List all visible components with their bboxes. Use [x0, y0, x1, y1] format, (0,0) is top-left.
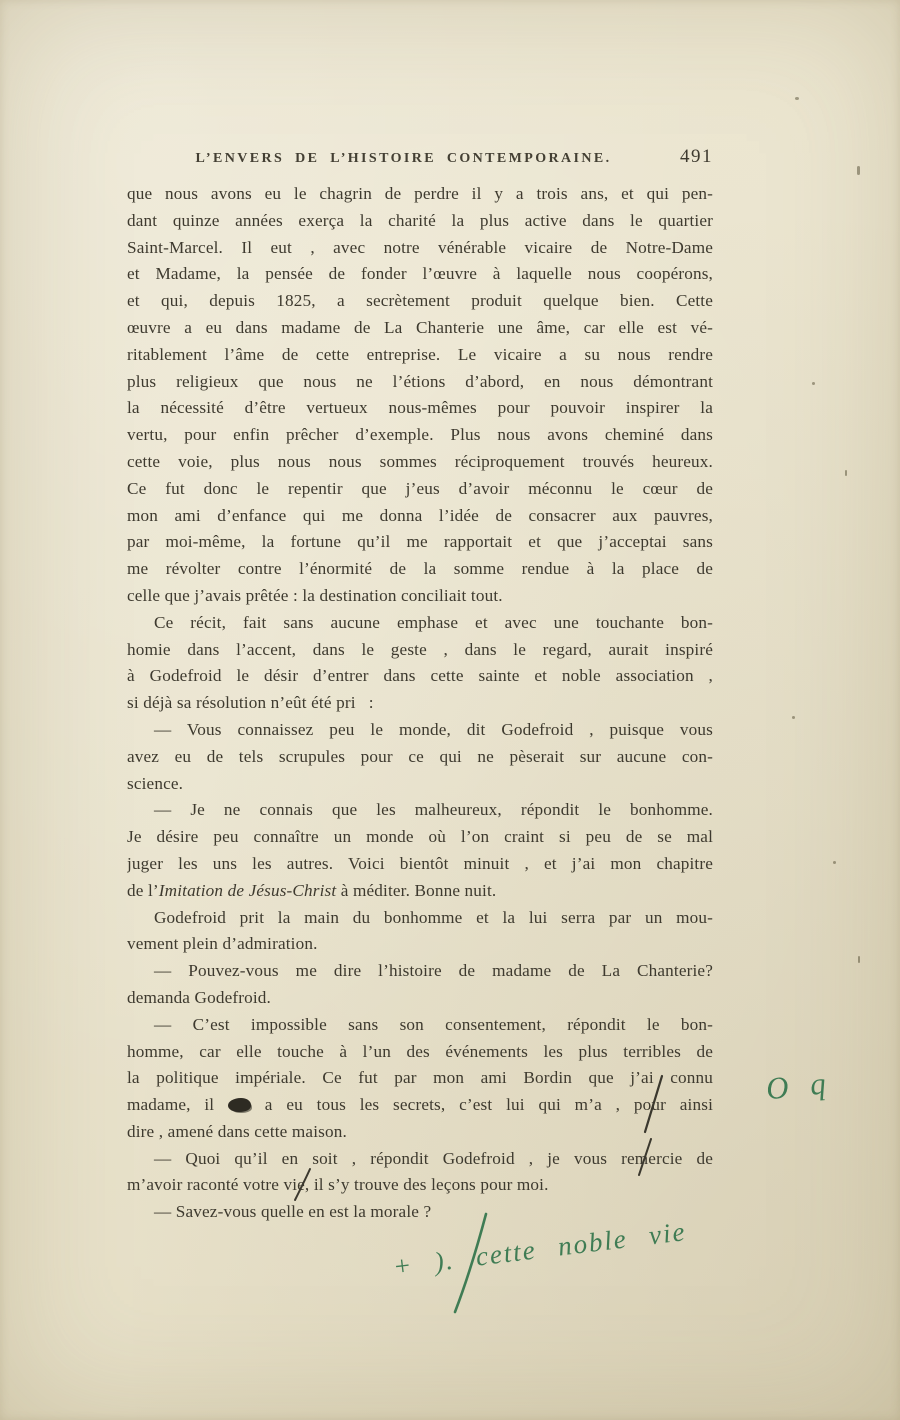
- paper-speck: [795, 97, 799, 100]
- text-line: madame, il a eu tous les secrets, c’est lui qui m’a , pour ainsi: [127, 1095, 713, 1115]
- text-line: plus religieux que nous ne l’étions d’abord, en nous démontrant: [127, 371, 713, 391]
- text-line: et Madame, la pensée de fonder l’œuvre à laquelle nous coopérons,: [127, 264, 713, 284]
- text-line: — Vous connaissez peu le monde, dit Godefroid , puisque vous: [154, 719, 713, 739]
- running-header: [127, 146, 713, 168]
- text-line: dire , amené dans cette maison.: [127, 1121, 347, 1141]
- text-line: — Je ne connais que les malheureux, répondit le bonhomme.: [154, 800, 713, 820]
- text-line: Je désire peu connaître un monde où l’on craint si peu de se mal: [127, 827, 713, 847]
- paper-speck: [792, 716, 795, 719]
- text-line: que nous avons eu le chagrin de perdre il y a trois ans, et qui pen-: [127, 184, 713, 203]
- text-line: de l’Imitation de Jésus-Christ à méditer. Bonne nuit.: [127, 880, 497, 900]
- text-line: par moi-même, la fortune qu’il me rapportait et que j’acceptai sans: [127, 532, 713, 552]
- text-line: la nécessité d’être vertueux nous-mêmes pour pouvoir inspirer la: [127, 398, 713, 418]
- text-line: œuvre a eu dans madame de La Chanterie une âme, car elle est vé-: [127, 317, 713, 337]
- running-title: L’ENVERS DE L’HISTOIRE CONTEMPORAINE.: [195, 151, 612, 166]
- text-line: Godefroid prit la main du bonhomme et la lui serra par un mou-: [154, 907, 713, 927]
- paper-speck: [833, 861, 836, 864]
- text-line: Ce fut donc le repentir que j’eus d’avoir méconnu le cœur de: [127, 478, 713, 498]
- text-line: ritablement l’âme de cette entreprise. Le vicaire a su nous rendre: [127, 344, 713, 364]
- ink-blot: [228, 1098, 251, 1112]
- text-line: celle que j’avais prêtée : la destination conciliait tout.: [127, 585, 503, 605]
- text-line: — Pouvez-vous me dire l’histoire de madame de La Chanterie?: [154, 961, 713, 981]
- paper-speck: [845, 470, 847, 476]
- text-line: Saint-Marcel. Il eut , avec notre vénérable vicaire de Notre-Dame: [127, 237, 713, 257]
- text-line: demanda Godefroid.: [127, 987, 271, 1007]
- text-line: homme, car elle touche à l’un des événements les plus terribles de: [127, 1041, 713, 1061]
- text-line: homie dans l’accent, dans le geste , dans le regard, aurait inspiré: [127, 639, 713, 659]
- paper-speck: [857, 166, 860, 175]
- text-line: vertu, pour enfin prêcher d’exemple. Plus nous avons cheminé dans: [127, 425, 713, 445]
- text-line: me révolter contre l’énormité de la somme rendue à la place de: [127, 559, 713, 579]
- paper-speck: [858, 956, 860, 963]
- text-line: dant quinze années exerça la charité la plus active dans le quartier: [127, 210, 713, 230]
- handwritten-bottom-note: + ). cette noble vie: [391, 1216, 689, 1282]
- text-block: [127, 181, 713, 1226]
- page-number: 491: [680, 146, 713, 167]
- text-line: vement plein d’admiration.: [127, 934, 318, 954]
- text-line: science.: [127, 773, 184, 793]
- paper-speck: [812, 382, 815, 385]
- text-line: m’avoir raconté votre vie, il s’y trouve des leçons pour moi.: [127, 1175, 549, 1195]
- text-line: à Godefroid le désir d’entrer dans cette sainte et noble association ,: [127, 666, 713, 686]
- text-line: la politique impériale. Ce fut par mon ami Bordin que j’ai connu: [127, 1068, 713, 1088]
- text-line: et qui, depuis 1825, a secrètement produit quelque bien. Cette: [127, 291, 713, 311]
- text-line: cette voie, plus nous nous sommes réciproquement trouvés heureux.: [127, 451, 713, 471]
- text-line: mon ami d’enfance qui me donna l’idée de consacrer aux pauvres,: [127, 505, 713, 525]
- handwritten-margin-note: O q: [764, 1064, 835, 1107]
- text-line: si déjà sa résolution n’eût été pri :: [127, 693, 374, 713]
- text-line: — C’est impossible sans son consentement, répondit le bon-: [154, 1014, 713, 1034]
- text-line: — Quoi qu’il en soit , répondit Godefroid , je vous remercie de: [154, 1148, 713, 1168]
- text-line: juger les uns les autres. Voici bientôt minuit , et j’ai mon chapitre: [127, 853, 713, 873]
- text-line: — Savez-vous quelle en est la morale ?: [154, 1202, 432, 1222]
- text-line: avez eu de tels scrupules pour ce qui ne pèserait sur aucune con-: [127, 746, 713, 766]
- text-line: Ce récit, fait sans aucune emphase et avec une touchante bon-: [154, 612, 713, 632]
